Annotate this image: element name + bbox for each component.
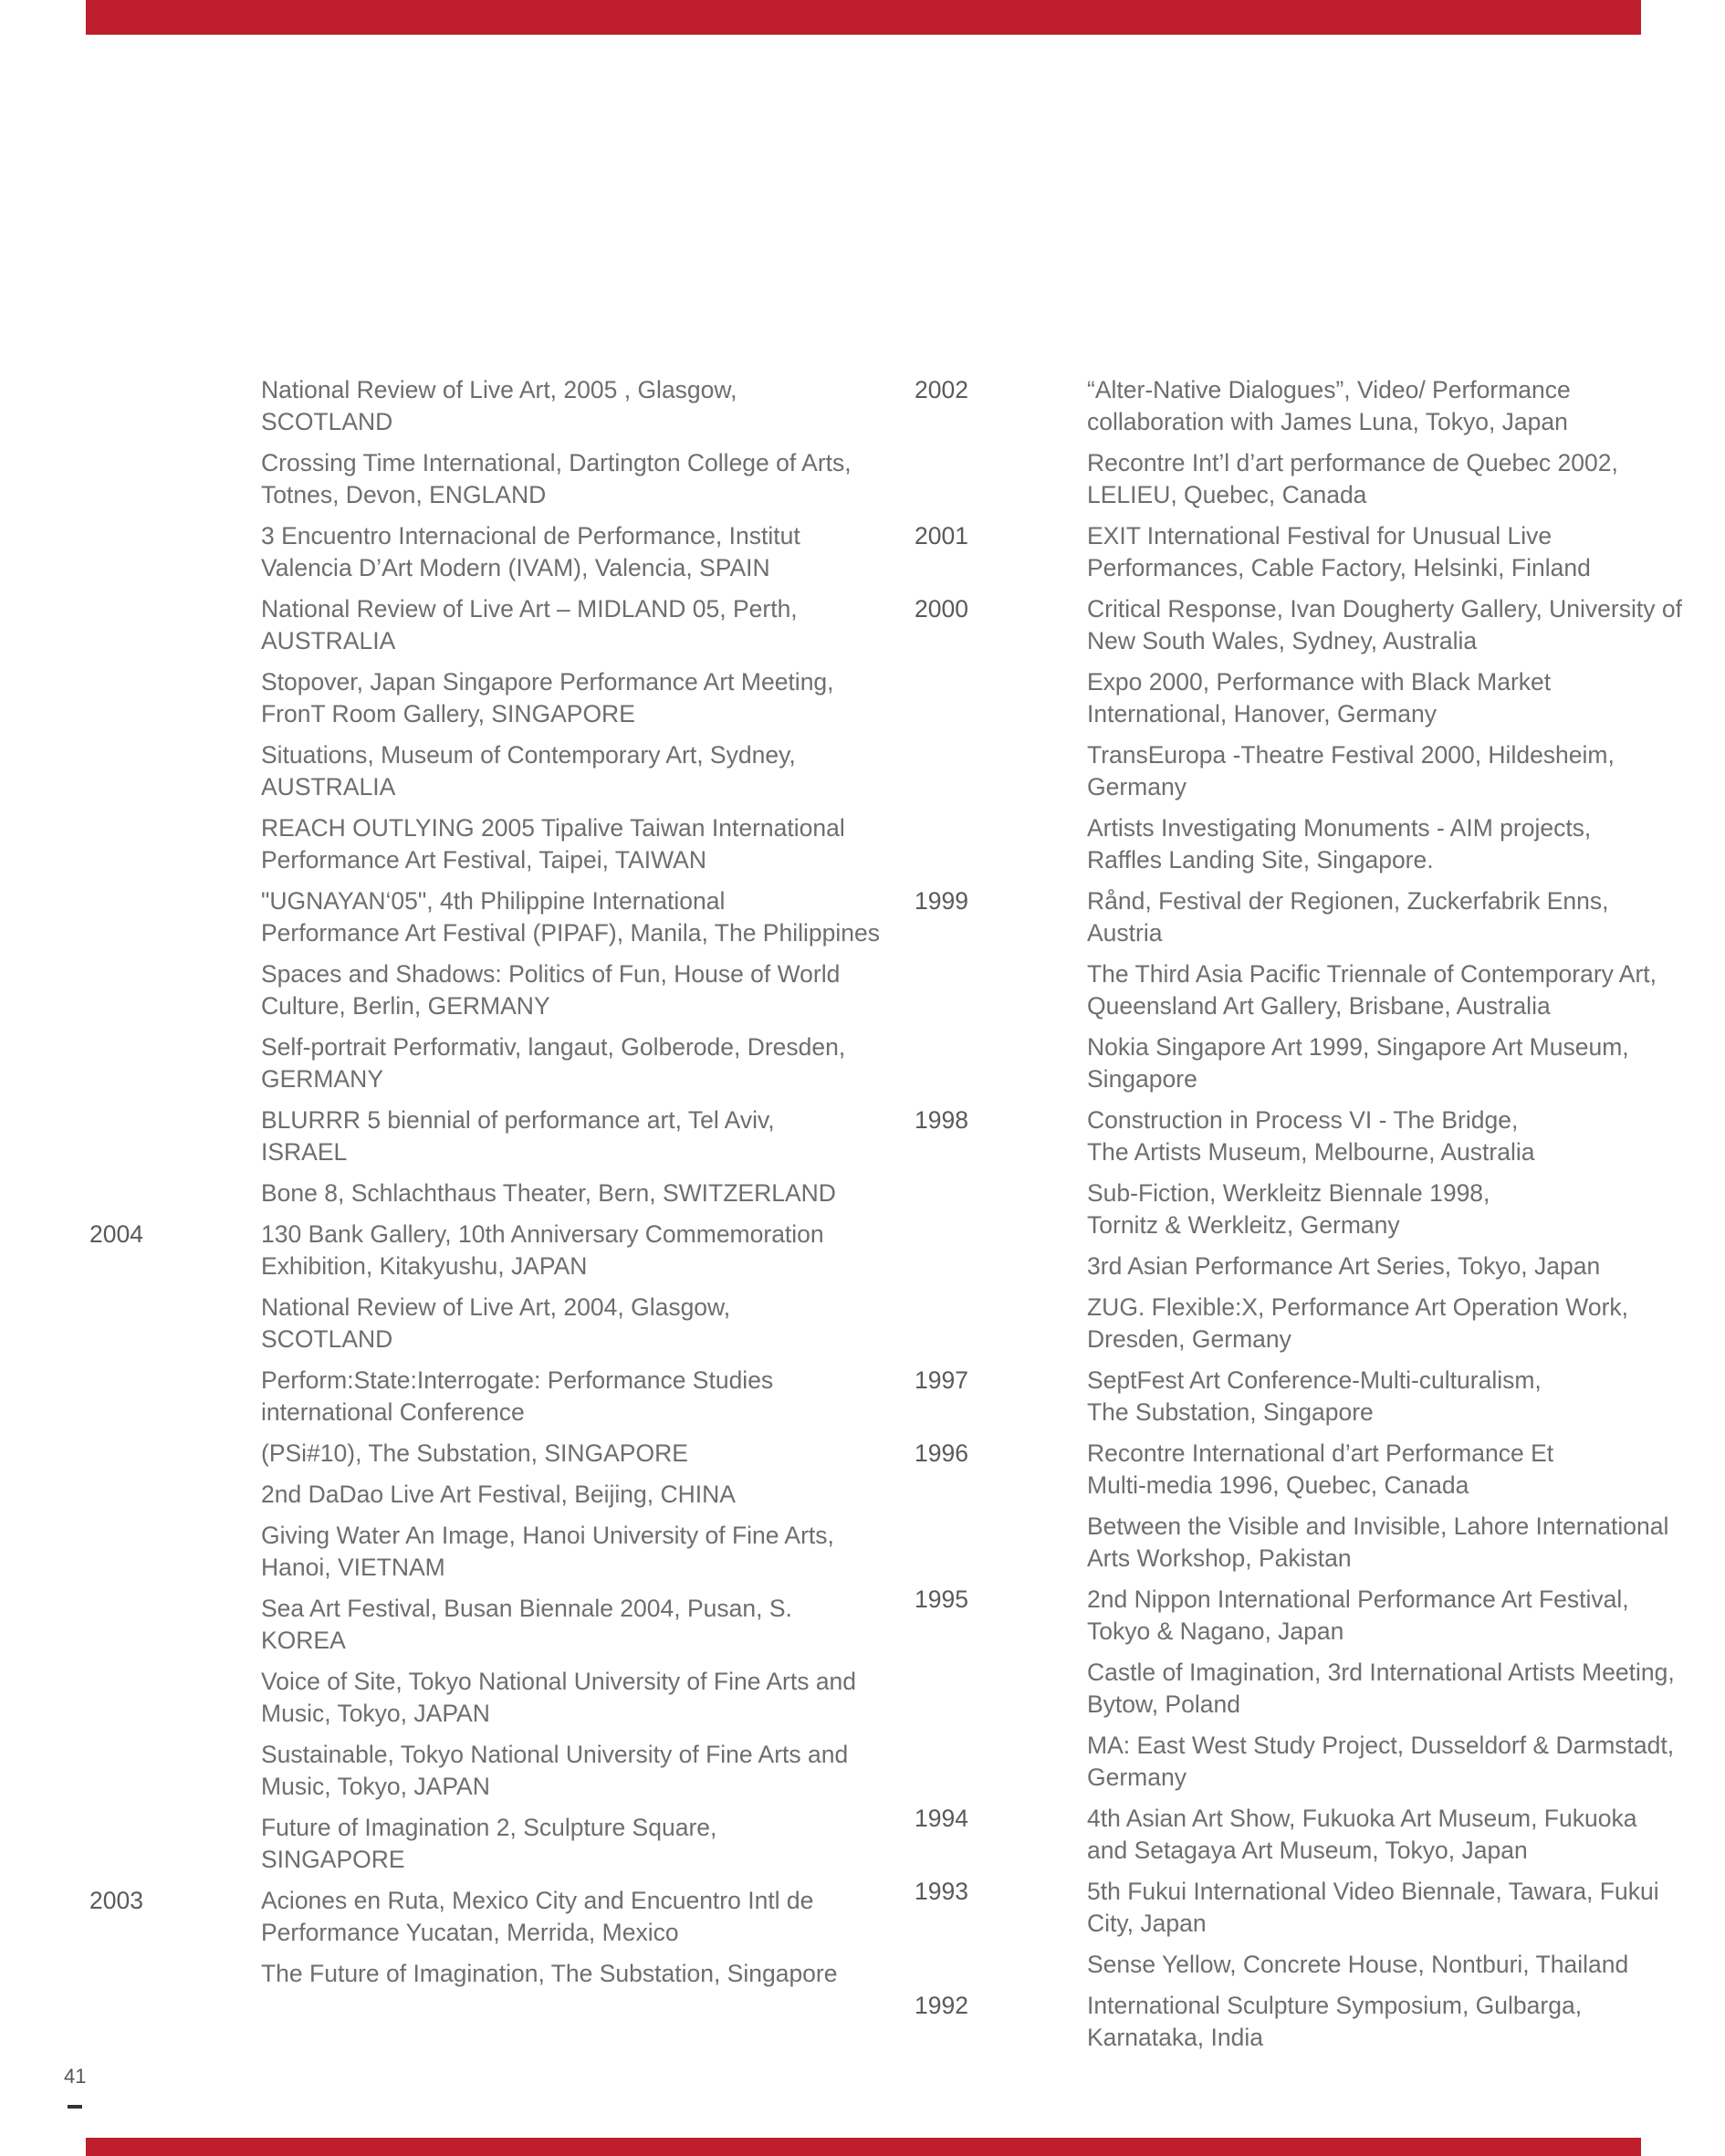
- exhibition-entry-line: AUSTRALIA: [261, 627, 396, 654]
- exhibition-entry-line: and Setagaya Art Museum, Tokyo, Japan: [1087, 1837, 1528, 1864]
- page-number: 41: [64, 2065, 87, 2088]
- exhibition-entry-line: Performances, Cable Factory, Helsinki, Finland: [1087, 554, 1591, 581]
- exhibition-entry-line: Situations, Museum of Contemporary Art, Sydney,: [261, 741, 796, 769]
- exhibition-entry: [1087, 1031, 1629, 1095]
- exhibition-entry: [261, 885, 880, 949]
- exhibition-entry: [1087, 1251, 1600, 1282]
- exhibition-entry: [261, 593, 798, 657]
- exhibition-entry-line: Germany: [1087, 773, 1187, 801]
- top-accent-bar: [86, 0, 1641, 35]
- exhibition-entry: [1087, 1511, 1668, 1575]
- exhibition-entry: [1087, 1438, 1553, 1502]
- exhibition-entry: [261, 1812, 716, 1876]
- exhibition-entry: [261, 1666, 856, 1730]
- exhibition-entry: [1087, 374, 1571, 438]
- exhibition-entry-line: SeptFest Art Conference-Multi-culturalism,: [1087, 1366, 1542, 1394]
- exhibition-entry: [1087, 447, 1618, 511]
- exhibition-entry: [1087, 1730, 1674, 1794]
- exhibition-entry-line: “Alter-Native Dialogues”, Video/ Performance: [1087, 376, 1571, 403]
- exhibition-entry-line: Between the Visible and Invisible, Lahore International: [1087, 1512, 1669, 1540]
- exhibition-entry-line: Tokyo & Nagano, Japan: [1087, 1617, 1344, 1645]
- year-label: 2001: [915, 522, 968, 549]
- exhibition-entry-line: New South Wales, Sydney, Australia: [1087, 627, 1478, 654]
- exhibition-entry-line: Voice of Site, Tokyo National University of Fine Arts and: [261, 1668, 857, 1695]
- exhibition-entry-line: international Conference: [261, 1398, 525, 1426]
- exhibition-entry-line: 5th Fukui International Video Biennale, Tawara, Fukui: [1087, 1878, 1659, 1905]
- exhibition-entry-line: City, Japan: [1087, 1910, 1207, 1937]
- page-number-mark: [68, 2105, 82, 2109]
- exhibition-entry: [261, 812, 845, 876]
- exhibition-entry: [1087, 1584, 1629, 1648]
- exhibition-entry-line: Nokia Singapore Art 1999, Singapore Art Museum,: [1087, 1033, 1629, 1061]
- exhibition-entry-line: 130 Bank Gallery, 10th Anniversary Commemoration: [261, 1220, 824, 1248]
- exhibition-entry: [261, 958, 840, 1022]
- exhibition-entry: [1087, 520, 1591, 584]
- exhibition-entry-line: International Sculpture Symposium, Gulbarga,: [1087, 1992, 1583, 2019]
- exhibition-entry: [261, 666, 834, 730]
- exhibition-entry-line: Sense Yellow, Concrete House, Nontburi, Thailand: [1087, 1951, 1629, 1978]
- year-label: 1997: [915, 1366, 968, 1394]
- exhibition-entry: [261, 1593, 792, 1657]
- exhibition-entry: [1087, 1949, 1628, 1981]
- exhibition-entry-line: Dresden, Germany: [1087, 1325, 1291, 1353]
- exhibition-entry: [1087, 1657, 1675, 1721]
- exhibition-entry: [1087, 1292, 1628, 1355]
- exhibition-entry-line: National Review of Live Art, 2005 , Glasgow,: [261, 376, 737, 403]
- exhibition-entry-line: Sub-Fiction, Werkleitz Biennale 1998,: [1087, 1179, 1490, 1207]
- exhibition-entry-line: Music, Tokyo, JAPAN: [261, 1773, 490, 1800]
- exhibition-entry: [261, 1438, 688, 1470]
- year-label: 1992: [915, 1992, 968, 2019]
- exhibition-entry: [261, 1479, 736, 1511]
- exhibition-entry: [1087, 958, 1657, 1022]
- exhibition-entry-line: The Substation, Singapore: [1087, 1398, 1374, 1426]
- year-label: 2004: [89, 1220, 143, 1248]
- exhibition-entry-line: Karnataka, India: [1087, 2024, 1263, 2051]
- exhibition-entry: [261, 1520, 834, 1584]
- exhibition-entry-line: ZUG. Flexible:X, Performance Art Operation Work,: [1087, 1293, 1629, 1321]
- exhibition-entry: [261, 1104, 775, 1168]
- exhibition-entry-line: Germany: [1087, 1764, 1187, 1791]
- exhibition-entry: [261, 1219, 824, 1282]
- exhibition-entry-line: Artists Investigating Monuments - AIM projects,: [1087, 814, 1592, 842]
- exhibition-entry-line: 2nd Nippon International Performance Art Festival,: [1087, 1586, 1629, 1613]
- exhibition-entry-line: Arts Workshop, Pakistan: [1087, 1544, 1352, 1572]
- year-label: 1999: [915, 887, 968, 915]
- exhibition-entry-line: ISRAEL: [261, 1138, 348, 1166]
- exhibition-entry: [1087, 739, 1615, 803]
- exhibition-entry-line: Raffles Landing Site, Singapore.: [1087, 846, 1434, 874]
- exhibition-entry-line: Critical Response, Ivan Dougherty Gallery, University of: [1087, 595, 1682, 623]
- exhibition-entry: [261, 374, 737, 438]
- exhibition-entry: [261, 1292, 730, 1355]
- exhibition-entry-line: Performance Art Festival, Taipei, TAIWAN: [261, 846, 706, 874]
- exhibition-entry-line: Rånd, Festival der Regionen, Zuckerfabrik Enns,: [1087, 887, 1609, 915]
- exhibition-entry-line: 3 Encuentro Internacional de Performance, Institut: [261, 522, 800, 549]
- exhibition-entry-line: MA: East West Study Project, Dusseldorf & Darmstadt,: [1087, 1732, 1675, 1759]
- exhibition-entry-line: KOREA: [261, 1627, 346, 1654]
- year-label: 1993: [915, 1878, 968, 1905]
- year-label: 2000: [915, 595, 968, 623]
- exhibition-entry: [1087, 1876, 1659, 1940]
- exhibition-entry: [1087, 666, 1551, 730]
- exhibition-entry: [261, 1177, 836, 1209]
- exhibition-entry-line: The Future of Imagination, The Substation, Singapore: [261, 1960, 838, 1987]
- exhibition-entry-line: BLURRR 5 biennial of performance art, Tel Aviv,: [261, 1106, 775, 1134]
- exhibition-entry-line: GERMANY: [261, 1065, 383, 1093]
- exhibition-entry-line: Recontre International d’art Performance Et: [1087, 1439, 1554, 1467]
- exhibition-entry-line: SCOTLAND: [261, 1325, 393, 1353]
- exhibition-entry-line: Sustainable, Tokyo National University of Fine Arts and: [261, 1741, 849, 1768]
- exhibition-entry: [1087, 812, 1591, 876]
- exhibition-entry-line: AUSTRALIA: [261, 773, 396, 801]
- exhibition-entry-line: Hanoi, VIETNAM: [261, 1554, 445, 1581]
- exhibition-entry-line: International, Hanover, Germany: [1087, 700, 1437, 727]
- exhibition-entry-line: Stopover, Japan Singapore Performance Art Meeting,: [261, 668, 834, 696]
- exhibition-entry-line: SCOTLAND: [261, 408, 393, 435]
- exhibition-entry: [261, 1031, 845, 1095]
- exhibition-entry-line: Totnes, Devon, ENGLAND: [261, 481, 547, 508]
- exhibition-entry: [261, 447, 852, 511]
- exhibition-entry-line: Valencia D’Art Modern (IVAM), Valencia, SPAIN: [261, 554, 770, 581]
- exhibition-entry-line: Multi-media 1996, Quebec, Canada: [1087, 1471, 1469, 1499]
- year-label: 1995: [915, 1586, 968, 1613]
- year-label: 1994: [915, 1805, 968, 1832]
- exhibition-entry-line: Future of Imagination 2, Sculpture Square,: [261, 1814, 717, 1841]
- exhibition-entry-line: Spaces and Shadows: Politics of Fun, House of World: [261, 960, 841, 988]
- exhibition-entry: [1087, 1803, 1636, 1867]
- exhibition-entry-line: Self-portrait Performativ, langaut, Golberode, Dresden,: [261, 1033, 846, 1061]
- exhibition-entry-line: LELIEU, Quebec, Canada: [1087, 481, 1367, 508]
- exhibition-entry-line: SINGAPORE: [261, 1846, 405, 1873]
- exhibition-entry: [261, 1958, 837, 1990]
- exhibition-entry-line: Performance Art Festival (PIPAF), Manila, The Philippines: [261, 919, 880, 947]
- exhibition-entry: [261, 1885, 813, 1949]
- exhibition-entry-line: Castle of Imagination, 3rd International Artists Meeting,: [1087, 1659, 1675, 1686]
- exhibition-entry-line: Sea Art Festival, Busan Biennale 2004, Pusan, S.: [261, 1595, 792, 1622]
- year-label: 1996: [915, 1439, 968, 1467]
- exhibition-entry-line: Perform:State:Interrogate: Performance Studies: [261, 1366, 774, 1394]
- exhibition-entry-line: National Review of Live Art – MIDLAND 05, Perth,: [261, 595, 798, 623]
- exhibition-entry-line: Bytow, Poland: [1087, 1690, 1240, 1718]
- exhibition-entry: [261, 739, 796, 803]
- exhibition-entry: [1087, 1104, 1534, 1168]
- exhibition-entry: [1087, 593, 1682, 657]
- exhibition-entry-line: National Review of Live Art, 2004, Glasgow,: [261, 1293, 731, 1321]
- exhibition-entry-line: Bone 8, Schlachthaus Theater, Bern, SWITZERLAND: [261, 1179, 836, 1207]
- exhibition-entry-line: Culture, Berlin, GERMANY: [261, 992, 550, 1020]
- exhibition-entry-line: The Third Asia Pacific Triennale of Contemporary Art,: [1087, 960, 1657, 988]
- exhibition-entry-line: Performance Yucatan, Merrida, Mexico: [261, 1919, 679, 1946]
- exhibition-entry-line: Aciones en Ruta, Mexico City and Encuentro Intl de: [261, 1887, 814, 1914]
- exhibition-entry-line: "UGNAYAN‘05", 4th Philippine International: [261, 887, 726, 915]
- exhibition-entry: [261, 1365, 773, 1429]
- year-label: 2003: [89, 1887, 143, 1914]
- exhibition-entry-line: 2nd DaDao Live Art Festival, Beijing, CHINA: [261, 1481, 736, 1508]
- exhibition-entry-line: 3rd Asian Performance Art Series, Tokyo, Japan: [1087, 1252, 1601, 1280]
- exhibition-entry-line: Singapore: [1087, 1065, 1197, 1093]
- exhibition-entry: [1087, 1177, 1490, 1241]
- exhibition-entry-line: 4th Asian Art Show, Fukuoka Art Museum, Fukuoka: [1087, 1805, 1637, 1832]
- exhibition-entry: [1087, 885, 1609, 949]
- exhibition-entry-line: Queensland Art Gallery, Brisbane, Australia: [1087, 992, 1551, 1020]
- exhibition-entry-line: Construction in Process VI - The Bridge,: [1087, 1106, 1519, 1134]
- exhibition-entry-line: Expo 2000, Performance with Black Market: [1087, 668, 1552, 696]
- exhibition-entry-line: Music, Tokyo, JAPAN: [261, 1700, 490, 1727]
- exhibition-entry-line: The Artists Museum, Melbourne, Australia: [1087, 1138, 1535, 1166]
- exhibition-entry-line: (PSi#10), The Substation, SINGAPORE: [261, 1439, 688, 1467]
- exhibition-entry-line: REACH OUTLYING 2005 Tipalive Taiwan International: [261, 814, 845, 842]
- exhibition-entry-line: FronT Room Gallery, SINGAPORE: [261, 700, 635, 727]
- exhibition-entry-line: collaboration with James Luna, Tokyo, Japan: [1087, 408, 1568, 435]
- year-label: 1998: [915, 1106, 968, 1134]
- exhibition-entry: [1087, 1990, 1582, 2054]
- exhibition-entry-line: Exhibition, Kitakyushu, JAPAN: [261, 1252, 588, 1280]
- bottom-accent-bar: [86, 2138, 1641, 2156]
- exhibition-entry: [261, 520, 800, 584]
- exhibition-entry-line: Recontre Int’l d’art performance de Quebec 2002,: [1087, 449, 1618, 476]
- year-label: 2002: [915, 376, 968, 403]
- exhibition-entry: [1087, 1365, 1542, 1429]
- exhibition-entry-line: Austria: [1087, 919, 1163, 947]
- exhibition-entry-line: Crossing Time International, Dartington College of Arts,: [261, 449, 852, 476]
- exhibition-entry-line: EXIT International Festival for Unusual Live: [1087, 522, 1552, 549]
- exhibition-entry-line: TransEuropa -Theatre Festival 2000, Hildesheim,: [1087, 741, 1615, 769]
- exhibition-entry: [261, 1739, 848, 1803]
- exhibition-entry-line: Tornitz & Werkleitz, Germany: [1087, 1211, 1400, 1239]
- exhibition-entry-line: Giving Water An Image, Hanoi University of Fine Arts,: [261, 1522, 834, 1549]
